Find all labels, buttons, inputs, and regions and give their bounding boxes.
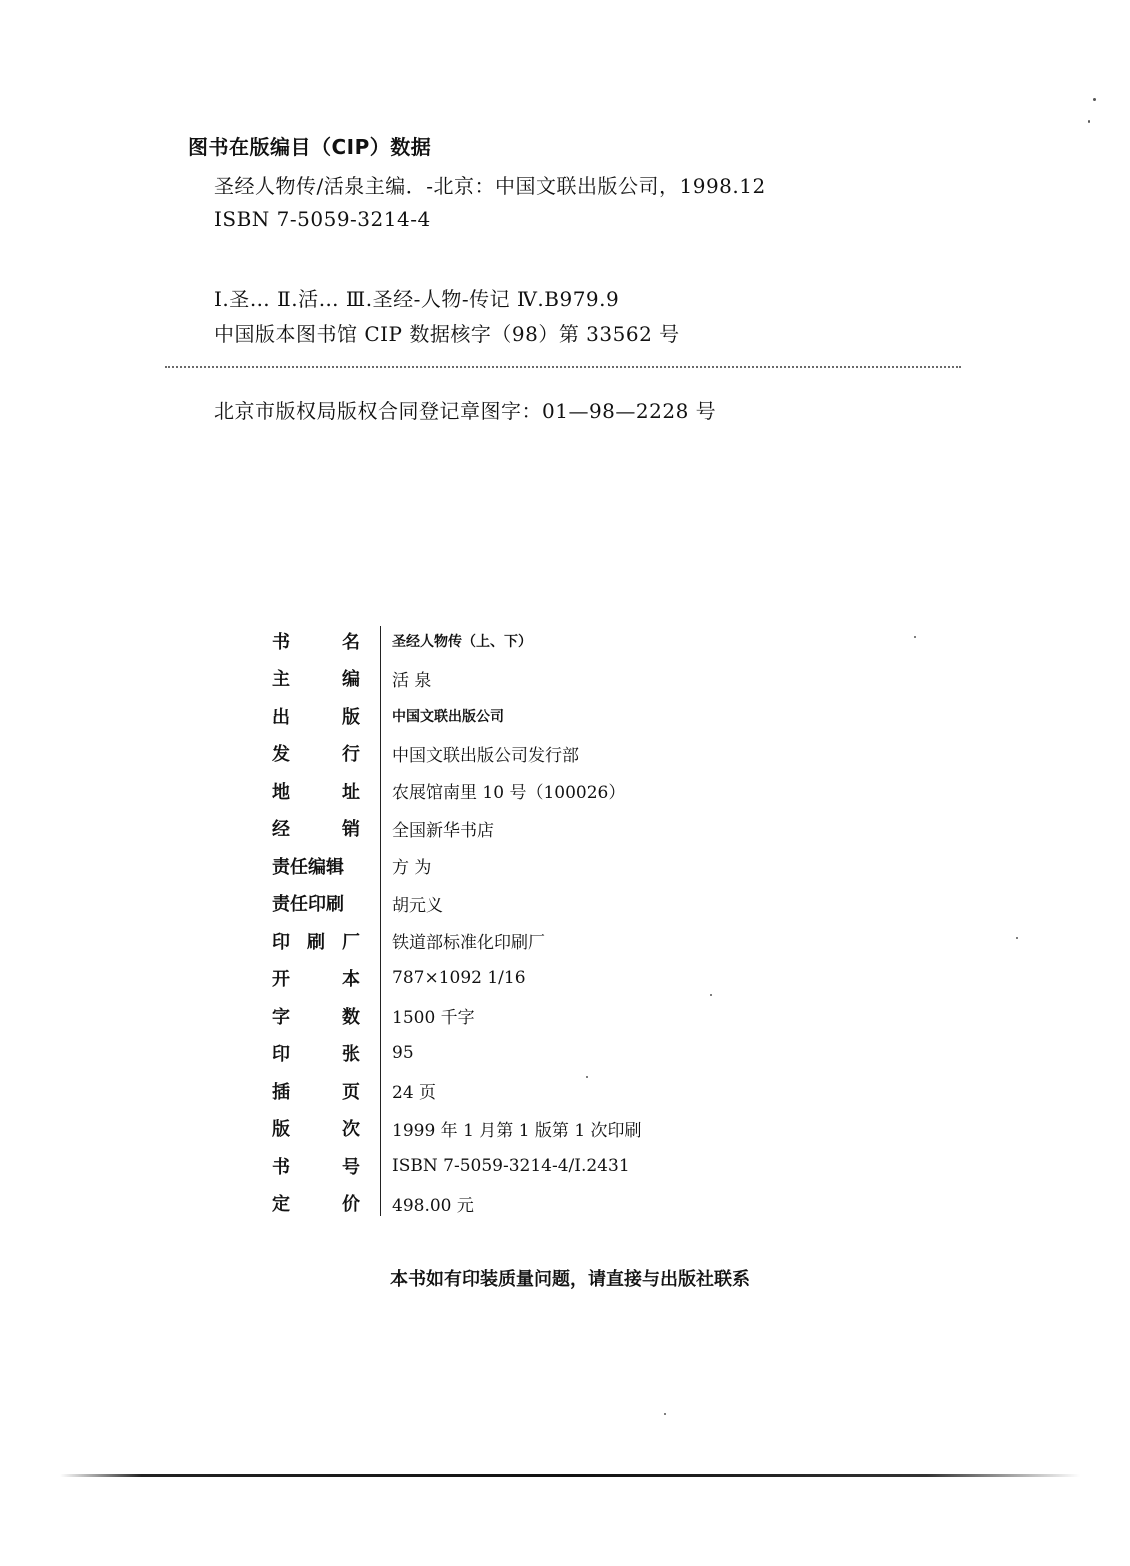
colophon-label-part: 书: [272, 631, 290, 653]
colophon-label-part: 页: [342, 1081, 360, 1103]
scan-speck: [586, 1076, 588, 1078]
colophon-value: 498.00 元: [392, 1195, 474, 1216]
colophon-row: [272, 772, 792, 810]
quality-notice: 本书如有印装质量问题，请直接与出版社联系: [390, 1269, 750, 1290]
colophon-label: [272, 928, 360, 954]
colophon-label-part: 版: [342, 706, 360, 728]
colophon-row: [272, 735, 792, 773]
colophon-value: 圣经人物传（上、下）: [392, 633, 532, 650]
colophon-row: [272, 1185, 792, 1223]
colophon-label-part: 刷: [307, 931, 325, 953]
colophon-label: [272, 628, 360, 654]
scan-speck: [664, 1413, 666, 1415]
colophon-label-part: 印: [272, 1044, 290, 1066]
colophon-label-part: 数: [342, 1006, 360, 1028]
scan-speck: [1016, 937, 1018, 939]
cip-check-line: 中国版本图书馆 CIP 数据核字（98）第 33562 号: [214, 322, 680, 346]
colophon-label-part: 地: [272, 781, 290, 803]
colophon-row: [272, 885, 792, 923]
colophon-label-part: 定: [272, 1194, 290, 1216]
scan-speck: [710, 994, 712, 996]
dotted-divider: [165, 366, 961, 368]
colophon-value: 铁道部标准化印刷厂: [392, 933, 545, 954]
colophon-value: 95: [392, 1043, 414, 1064]
colophon-label-part: 责任印刷: [272, 894, 344, 916]
colophon-label-part: 版: [272, 1119, 290, 1141]
colophon-label: [272, 703, 360, 729]
colophon-label: [272, 965, 360, 991]
colophon-label-part: 出: [272, 706, 290, 728]
colophon-value: 787×1092 1/16: [392, 968, 526, 989]
colophon-label-part: 厂: [342, 931, 360, 953]
colophon-label-part: 次: [342, 1119, 360, 1141]
colophon-row: [272, 1035, 792, 1073]
colophon-value: 1500 千字: [392, 1008, 475, 1029]
colophon-label-part: 主: [272, 669, 290, 691]
colophon-value: 胡元义: [392, 895, 443, 916]
colophon-label-part: 张: [342, 1044, 360, 1066]
colophon-value: 24 页: [392, 1083, 437, 1104]
scan-speck: [914, 636, 916, 638]
bottom-rule: [60, 1474, 1080, 1477]
colophon-row: [272, 660, 792, 698]
cip-title-line: 圣经人物传/活泉主编．-北京：中国文联出版公司，1998.12: [214, 174, 766, 198]
colophon-label: [272, 740, 360, 766]
colophon-row: [272, 922, 792, 960]
colophon-label-part: 行: [342, 744, 360, 766]
colophon-label-part: 字: [272, 1006, 290, 1028]
cip-classification-line: Ⅰ.圣… Ⅱ.活… Ⅲ.圣经-人物-传记 Ⅳ.B979.9: [214, 287, 620, 311]
colophon-table: [272, 622, 792, 1222]
colophon-label-part: 本: [342, 969, 360, 991]
colophon-label: [272, 778, 360, 804]
colophon-label-part: 发: [272, 744, 290, 766]
cip-heading: 图书在版编目（CIP）数据: [188, 135, 432, 159]
colophon-label-part: 名: [342, 631, 360, 653]
colophon-label-part: 销: [342, 819, 360, 841]
colophon-value: 农展馆南里 10 号（100026）: [392, 783, 626, 804]
colophon-value: 活 泉: [392, 670, 432, 691]
colophon-row: [272, 997, 792, 1035]
colophon-label-part: 开: [272, 969, 290, 991]
colophon-value: 方 为: [392, 858, 432, 879]
colophon-row: [272, 847, 792, 885]
colophon-label: [272, 1153, 360, 1179]
colophon-value: 全国新华书店: [392, 820, 494, 841]
colophon-row: [272, 810, 792, 848]
colophon-row: [272, 697, 792, 735]
colophon-label-part: 责任编辑: [272, 856, 344, 878]
colophon-label: [272, 890, 360, 916]
colophon-label-part: 价: [342, 1194, 360, 1216]
scan-speck: [1088, 120, 1090, 123]
colophon-label: [272, 1190, 360, 1216]
scan-speck: [1093, 98, 1096, 101]
colophon-row: [272, 1072, 792, 1110]
colophon-value: 中国文联出版公司发行部: [392, 745, 579, 766]
colophon-label: [272, 665, 360, 691]
colophon-label-part: 插: [272, 1081, 290, 1103]
colophon-label-part: 编: [342, 669, 360, 691]
colophon-label-part: 印: [272, 931, 290, 953]
colophon-label: [272, 815, 360, 841]
colophon-row: [272, 622, 792, 660]
colophon-row: [272, 960, 792, 998]
cip-isbn-line: ISBN 7-5059-3214-4: [214, 207, 431, 231]
colophon-row: [272, 1147, 792, 1185]
colophon-label: [272, 1115, 360, 1141]
colophon-label-part: 址: [342, 781, 360, 803]
colophon-label: [272, 853, 360, 879]
colophon-label: [272, 1003, 360, 1029]
colophon-label-part: 经: [272, 819, 290, 841]
colophon-value: 中国文联出版公司: [392, 708, 504, 725]
colophon-value: 1999 年 1 月第 1 版第 1 次印刷: [392, 1120, 642, 1141]
colophon-label-part: 书: [272, 1156, 290, 1178]
colophon-label-part: 号: [342, 1156, 360, 1178]
colophon-row: [272, 1110, 792, 1148]
colophon-label: [272, 1078, 360, 1104]
colophon-label: [272, 1040, 360, 1066]
copyright-registration-line: 北京市版权局版权合同登记章图字：01—98—2228 号: [214, 399, 717, 423]
colophon-value: ISBN 7-5059-3214-4/I.2431: [392, 1155, 630, 1176]
